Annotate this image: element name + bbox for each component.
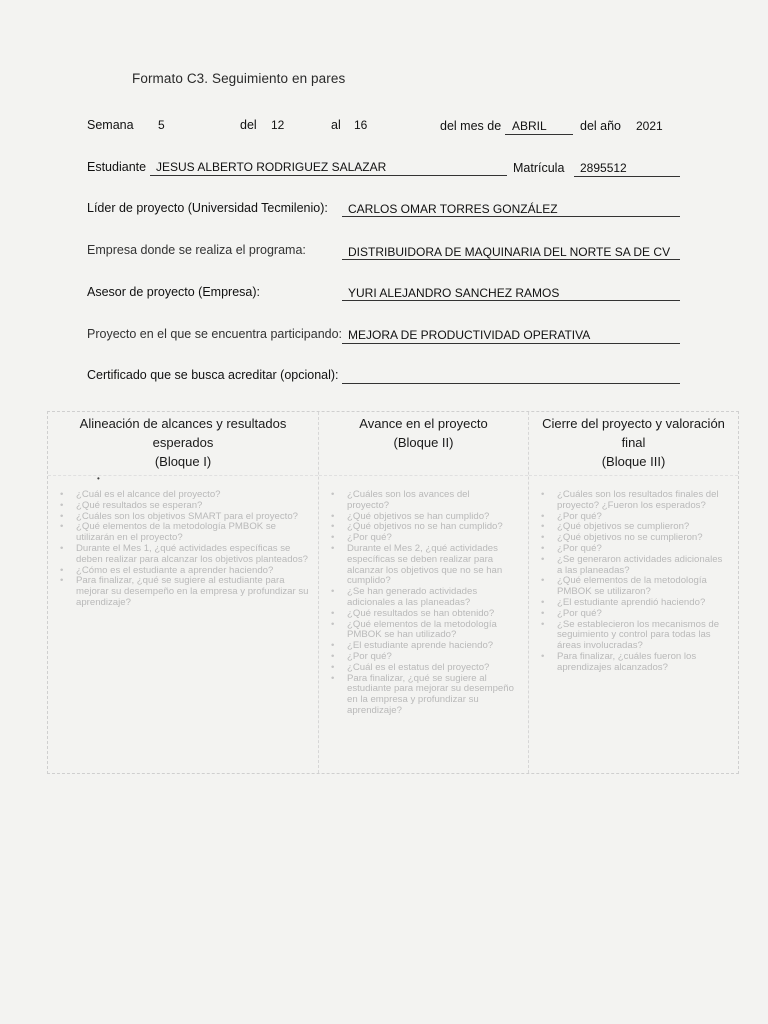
mes-value[interactable]: ABRIL: [512, 119, 547, 133]
proyecto-value[interactable]: MEJORA DE PRODUCTIVIDAD OPERATIVA: [348, 328, 591, 342]
list-item: • ¿Qué resultados se han obtenido?: [347, 609, 514, 620]
list-item: • Para finalizar, ¿cuáles fueron los aprendizajes alcanzados?: [557, 652, 724, 674]
list-item: • ¿Cuál es el alcance del proyecto?: [76, 490, 310, 501]
list-item: • ¿Se generaron actividades adicionales a las planeadas?: [557, 555, 724, 577]
del-value[interactable]: 12: [271, 118, 285, 132]
empresa-value[interactable]: DISTRIBUIDORA DE MAQUINARIA DEL NORTE SA DE CV: [348, 245, 671, 259]
ink-dot: •: [97, 474, 100, 483]
bloque-1-questions: [48, 476, 318, 609]
list-item: • ¿Cuáles son los objetivos SMART para el proyecto?: [76, 512, 310, 523]
semana-label: Semana: [87, 118, 134, 132]
list-item: • Durante el Mes 1, ¿qué actividades específicas se deben realizar para alcanzar los objetivos planteados?: [76, 544, 310, 566]
matricula-label: Matrícula: [513, 161, 565, 175]
certificado-underline: [342, 383, 680, 384]
list-item: • ¿Por qué?: [347, 533, 514, 544]
lider-value[interactable]: CARLOS OMAR TORRES GONZÁLEZ: [348, 202, 558, 216]
bloque-3-questions: [529, 476, 738, 674]
list-item: • ¿Qué objetivos se cumplieron?: [557, 522, 724, 533]
matricula-underline: [574, 176, 680, 177]
list-item: • ¿Se han generado actividades adicionales a las planeadas?: [347, 587, 514, 609]
anio-label: del año: [580, 119, 622, 133]
list-item: • Durante el Mes 2, ¿qué actividades específicas se deben realizar para alcanzar los objetivos que no se han cumplido?: [347, 544, 514, 587]
bloque-2-questions: [319, 476, 528, 717]
empresa-underline: [342, 259, 680, 260]
bloque-1-column: [48, 412, 319, 773]
bloques-table: [47, 411, 739, 774]
list-item: • ¿Por qué?: [347, 652, 514, 663]
proyecto-underline: [342, 343, 680, 344]
del-label: del: [240, 118, 257, 132]
list-item: • ¿Se establecieron los mecanismos de seguimiento y control para todas las áreas involucradas?: [557, 620, 724, 652]
lider-underline: [342, 216, 680, 217]
list-item: • ¿Cómo es el estudiante a aprender haciendo?: [76, 566, 310, 577]
list-item: • Para finalizar, ¿qué se sugiere al estudiante para mejorar su desempeño en la empresa y profundizar su aprendizaje?: [76, 576, 310, 608]
matricula-value[interactable]: 2895512: [580, 161, 627, 175]
asesor-underline: [342, 300, 680, 301]
document-title: Formato C3. Seguimiento en pares: [132, 71, 346, 86]
al-value[interactable]: 16: [354, 118, 368, 132]
mes-label: del mes de: [440, 119, 502, 133]
list-item: • Para finalizar, ¿qué se sugiere al estudiante para mejorar su desempeño en la empresa y profundizar su aprendizaje?: [347, 674, 514, 717]
list-item: • ¿Qué elementos de la metodología PMBOK se utilizaron?: [557, 576, 724, 598]
list-item: • ¿Qué objetivos no se han cumplido?: [347, 522, 514, 533]
al-label: al: [331, 118, 341, 132]
certificado-label: Certificado que se busca acreditar (opcional):: [87, 368, 339, 382]
list-item: • ¿El estudiante aprende haciendo?: [347, 641, 514, 652]
bloque-2-heading: Avance en el proyecto (Bloque II): [319, 412, 528, 476]
lider-label: Líder de proyecto (Universidad Tecmilenio):: [87, 201, 328, 215]
semana-value[interactable]: 5: [158, 118, 165, 132]
list-item: • ¿El estudiante aprendió haciendo?: [557, 598, 724, 609]
empresa-label: Empresa donde se realiza el programa:: [87, 243, 306, 257]
bloque-3-column: [529, 412, 738, 773]
estudiante-label: Estudiante: [87, 160, 147, 174]
list-item: • ¿Por qué?: [557, 544, 724, 555]
list-item: • ¿Qué objetivos no se cumplieron?: [557, 533, 724, 544]
list-item: • ¿Cuáles son los avances del proyecto?: [347, 490, 514, 512]
list-item: • ¿Qué elementos de la metodología PMBOK se utilizarán en el proyecto?: [76, 522, 310, 544]
list-item: • ¿Qué resultados se esperan?: [76, 501, 310, 512]
bloque-3-heading: Cierre del proyecto y valoración final (Bloque III): [529, 412, 738, 476]
list-item: • ¿Por qué?: [557, 512, 724, 523]
asesor-value[interactable]: YURI ALEJANDRO SANCHEZ RAMOS: [348, 286, 560, 300]
list-item: • ¿Cuáles son los resultados finales del proyecto? ¿Fueron los esperados?: [557, 490, 724, 512]
proyecto-label: Proyecto en el que se encuentra participando:: [87, 327, 343, 341]
list-item: • ¿Cuál es el estatus del proyecto?: [347, 663, 514, 674]
bloque-2-column: [319, 412, 529, 773]
estudiante-underline: [150, 175, 507, 176]
asesor-label: Asesor de proyecto (Empresa):: [87, 285, 260, 299]
bloque-1-heading: Alineación de alcances y resultados esperados (Bloque I): [48, 412, 318, 476]
mes-underline: [505, 134, 573, 135]
list-item: • ¿Por qué?: [557, 609, 724, 620]
estudiante-value[interactable]: JESUS ALBERTO RODRIGUEZ SALAZAR: [156, 160, 387, 174]
list-item: • ¿Qué elementos de la metodología PMBOK se han utilizado?: [347, 620, 514, 642]
anio-value[interactable]: 2021: [636, 119, 663, 133]
list-item: • ¿Qué objetivos se han cumplido?: [347, 512, 514, 523]
